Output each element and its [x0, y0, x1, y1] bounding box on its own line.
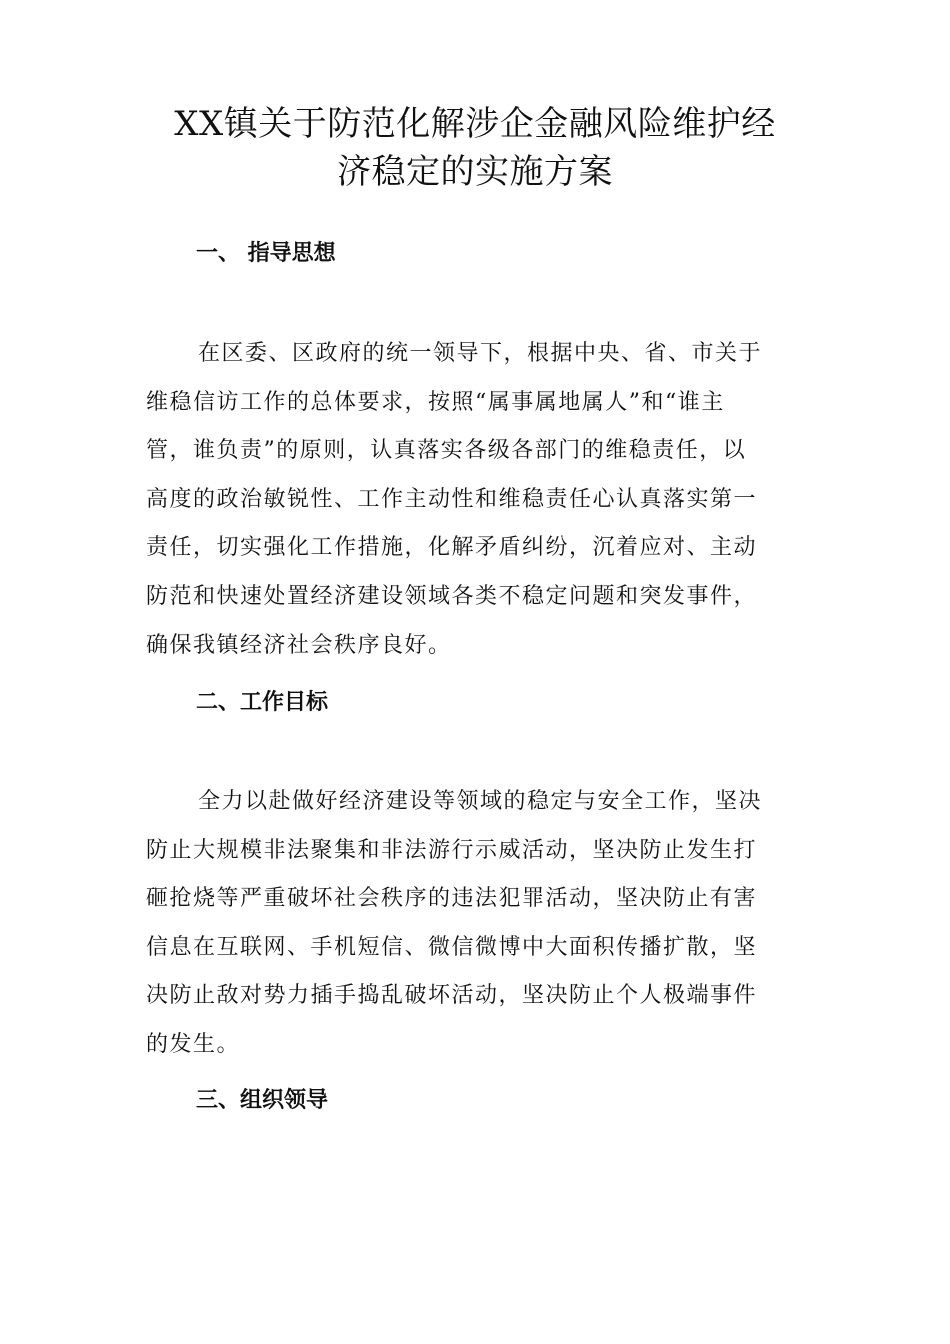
section-heading-work-goals: 二、工作目标 — [196, 690, 329, 715]
paragraph-line: 决防止敌对势力插手捣乱破坏活动，坚决防止个人极端事件 — [146, 983, 758, 1009]
paragraph-line: 信息在互联网、手机短信、微信微博中大面积传播扩散，坚 — [146, 934, 758, 960]
section-paragraph-guiding-ideology — [146, 330, 806, 670]
paragraph-line: 防范和快速处置经济建设领域各类不稳定问题和突发事件， — [146, 583, 758, 609]
paragraph-line: 的发生。 — [146, 1031, 241, 1057]
paragraph-line: 防止大规模非法聚集和非法游行示威活动，坚决防止发生打 — [146, 837, 758, 863]
section-heading-organization-leadership: 三、组织领导 — [196, 1088, 329, 1113]
paragraph-line: 责任，切实强化工作措施，化解矛盾纠纷，沉着应对、主动 — [146, 535, 758, 561]
title-line: 济稳定的实施方案 — [337, 152, 613, 192]
paragraph-line: 砸抢烧等严重破坏社会秩序的违法犯罪活动，坚决防止有害 — [146, 886, 758, 912]
title-line: XX镇关于防范化解涉企金融风险维护经 — [174, 104, 776, 144]
paragraph-line: 高度的政治敏锐性、工作主动性和维稳责任心认真落实第一 — [146, 486, 758, 512]
paragraph-line: 确保我镇经济社会秩序良好。 — [146, 632, 452, 658]
section-heading-guiding-ideology: 一、 指导思想 — [196, 241, 336, 266]
paragraph-line: 在区委、区政府的统一领导下，根据中央、省、市关于 — [198, 341, 763, 366]
section-paragraph-work-goals — [146, 778, 806, 1070]
paragraph-line: 管，谁负责”的原则，认真落实各级各部门的维稳责任，以 — [146, 438, 747, 464]
paragraph-line: 维稳信访工作的总体要求，按照“属事属地属人”和“谁主 — [146, 389, 725, 415]
paragraph-line: 全力以赴做好经济建设等领域的稳定与安全工作，坚决 — [198, 789, 763, 814]
document-title — [130, 100, 820, 196]
